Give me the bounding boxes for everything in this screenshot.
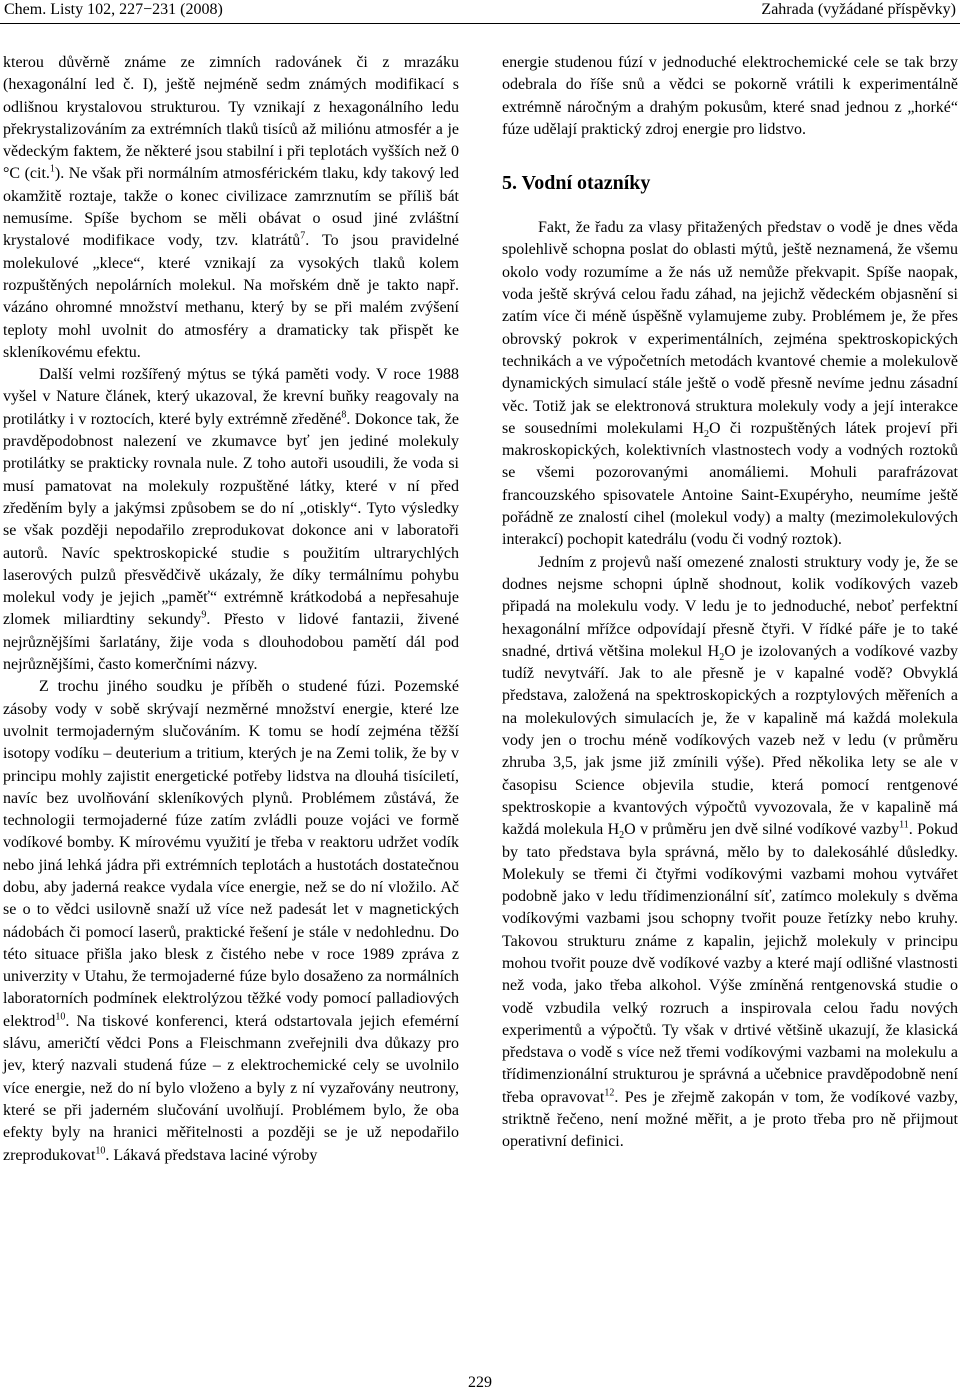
citation-ref: 8 [341,409,347,421]
paragraph-water-memory: Další velmi rozšířený mýtus se týká paměti vody. V roce 1988 vyšel v Nature článek, který ukazoval, že krevní buňky reagovaly na protilátky i v roztocích, které byly extrémně zředěné$^8$. Dokonce tak, že pravděpodobnost nalezení ve zkumavce byť jen jediné molekuly protilátky se prakticky rovnala nule. Z toho autoři usoudili, že voda si musí pamatovat na molekuly rozpuštěné látky, které v ní před zředěním byly a jakýmsi způsobem se do ní „otiskly“. Tyto výsledky se však později nepodařilo zreprodukovat dokonce ani v laboratoři autorů. Navíc spektroskopické studie s použitím ultrarychlých laserových pulzů přesvědčivě ukázaly, že díky termálnímu pohybu molekul vody je jejich „paměť“ extrémně krátkodobá a nepřesahuje zlomek miliardtiny sekundy$^9$. Přesto v lidové fantazii, živené nejrůznějšími šarlatány, žije voda s dlouhodobou pamětí dál pod nejrůznějšími, často komerčními názvy. [3,366,460,674]
left-column [3,52,459,1167]
paragraph-fusion-end: energie studenou fúzí v jednoduché elektrochemické cele se tak brzy odebrala do říše snů a vědci se pokorně vrátili k experimentálně extrémně náročným a drahým pokusům, které snad jednou z „horké“ fúze udělají praktický zdroj energie pro lidstvo. [502,54,958,138]
citation-ref: 11 [899,819,909,831]
citation-ref: 10 [55,1011,66,1023]
page-number: 229 [468,1374,492,1391]
citation-ref: 1 [49,164,55,176]
paragraph-hydrogen-bonds: Jedním z projevů naší omezené znalosti struktury vody je, že se dodnes nejsme schopni úplně shodnout, kolik vodíkových vazeb připadá na molekulu vody. V ledu je to jednoduché, neboť perfektní hexagonální mřížce odpovídají přesně čtyři. V řídké páře je to také snadné, drtivá většina molekul $H_2O$ je izolovaných a vodíkové vazby tudíž nevytváří. Jak to ale přesně je v kapalné vodě? Obvyklá představa, založená na spektroskopických a rozptylových měřeních a na molekulových simulacích je, že v kapalině má každá molekula vody jen o trochu méně vodíkových vazeb než v ledu (v průměru zhruba 3,5, jak jsme již zmínili výše). Před několika lety se ale v časopisu Science objevila studie, která pomocí rentgenové spektroskopie a kvantových výpočtů vyvozovala, že v kapalině má každá molekula $H_2O$ v průměru jen dvě silné vodíkové vazby$^{11}$. Pokud by tato představa byla správná, mělo by to dalekosáhlé důsledky. Molekuly se třemi či čtyřmi vodíkovými vazbami mohou vytvářet podobně jako v ledu třídimenzionální síť, zatímco molekuly s dvěma vodíkovými vazbami jsou schopny tvořit pouze řetízky nebo kruhy. Takovou strukturu známe z kapalin, jejichž molekuly v principu mohou tvořit pouze dvě vodíkové vazby a které mají odlišné vlastnosti než voda, jako třeba alkohol. Výše zmíněná rentgenovská studie o vodě vzbudila velký rozruch a inspirovala celou řadu nových experimentů a výpočtů. Ty však v drtivé většině ukazují, že klasická představa o vodě s více než třemi vodíkovými vazbami na molekulu a třídimenzionální strukturou je správná a učebnice pravděpodobně není třeba opravovat$^{12}$. Pes je zřejmě zakopán v tom, že vodíkové vazby, striktně řečeno, není možné měřit, a je proto třeba pro ně přijmout operativní definici. [502,553,959,1151]
paragraph-water-mysteries: Fakt, že řadu za vlasy přitažených představ o vodě je dnes věda spolehlivě schopna poslat do oblasti mýtů, ještě neznamená, že všemu okolo vody rozumíme a že nás už nemůže překvapit. Spíše naopak, voda ještě skrývá celou řadu záhad, na jejichž vědeckém objasnění si zatím více či méně úspěšně vylamujeme zuby. Problémem je, že přes obrovský pokrok v experimentálních, zejména spektroskopických technikách a ve výpočetních metodách kvantové chemie a molekulově dynamických simulací stále ještě o vodě přesně nevíme jednu zásadní věc. Totiž jak se elektronová struktura molekuly vody a její interakce se sousedními molekulami $H_2O$ či rozpuštěných látek projeví při makroskopických, kolektivních vlastnostech vody a vodných roztoků se všemi pozorovanými anomáliemi. Mohuli parafrázovat francouzského spisovatele Antoine Saint-Exupéryho, neumíme ještě pořádně ze znalostí cihel (molekul vody) a malty (mezimolekulových interakcí) pochopit katedrálu (vodu či vodný roztok). [502,219,959,549]
citation-ref: 7 [300,231,306,243]
citation-ref: 10 [95,1145,106,1157]
section-heading: 5. Vodní otazníky [502,172,651,195]
journal-citation: Chem. Listy 102, 227−231 (2008) [4,1,223,18]
citation-ref: 12 [604,1087,615,1099]
paragraph-ice-modifications: kterou důvěrně známe ze zimních radovánek či z mrazáku (hexagonální led č. I), ještě nejméně sedm známých modifikací s odlišnou krystalovou strukturou. Ty vznikají z hexagonálního ledu překrystalizováním za extrémních tlaků tisíců až miliónu atmosfér a je vědeckým faktem, že některé jsou stabilní i při teplotách vyšších než 0 °C (cit.$^1$). Ne však při normálním atmosférickém tlaku, kdy takový led okamžitě roztaje, takže o konec civilizace zamrznutím se příliš bát nemusíme. Spíše bychom se měli obávat o osud jiné zvláštní krystalové modifikace vody, tzv. klatrátů$^7$. To jsou pravidelné molekulové „klece“, které vznikají za vysokých tlaků kolem rozpuštěných nepolárních molekul. Na mořském dně je takto např. vázáno ohromné množství methanu, který by se při malém zvýšení teploty mohl uvolnit do atmosféry a dramaticky tak přispět ke skleníkovému efektu. [3,54,460,361]
right-column [502,52,958,1154]
section-title: Zahrada (vyžádané příspěvky) [761,1,956,18]
paragraph-cold-fusion: Z trochu jiného soudku je příběh o studené fúzi. Pozemské zásoby vody v sobě skrývají nezměrné množství energie, které lze uvolnit termojaderným slučováním. K tomu se hodí zejména těžší isotopy vodíku – deuterium a tritium, kterých je na Zemi tolik, že by v principu mohly zajistit energetické potřeby lidstva na dlouhá tisíciletí, navíc bez uvolňování skleníkových plynů. Problémem zůstává, že technologii termojaderné fúze zatím zvládli pouze vojáci ve formě vodíkové bomby. K mírovému využití je třeba v reaktoru udržet vodík nebo jiná lehká jádra při extrémních teplotách a hustotách dostatečnou dobu, aby jaderná reakce vydala více energie, než se do ní vložilo. Ač se o to vědci usilovně snaží už více než padesát let v magnetických nádobách či pomocí laserů, praktické řešení je stále v nedohlednu. Do této situace přišla jako blesk z čistého nebe v roce 1989 zpráva z univerzity v Utahu, že termojaderné fúze bylo dosaženo za normálních laboratorních podmínek elektrolýzou těžké vody pomocí palladiových elektrod$^{10}$. Na tiskové konferenci, která odstartovala jejich efemérní slávu, američtí vědci Pons a Fleischmann zveřejnili dva důkazy pro jev, který nazvali studená fúze – z elektrochemické cely se uvolnilo více energie, než do ní bylo vloženo a byly z ní vyzařovány neutrony, které se při jaderném slučování uvolňují. Problémem bylo, že oba efekty byly na hranici měřitelnosti a později se je už nepodařilo zreprodukovat$^{10}$. Lákavá představa laciné výroby [3,678,459,1164]
citation-ref: 9 [201,610,207,622]
header-rule [0,23,960,24]
